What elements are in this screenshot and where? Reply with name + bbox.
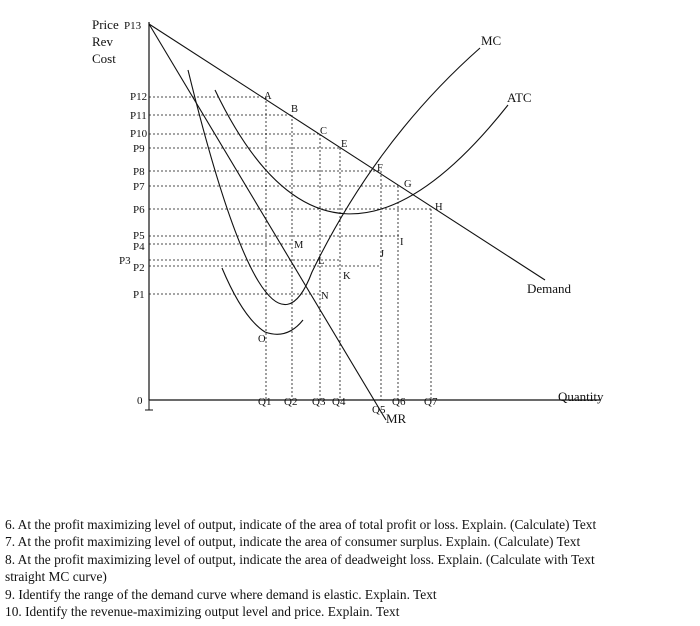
- question-8: 8. At the profit maximizing level of output, indicate the area of deadweight loss. Explain. (Calculate with Text: [5, 551, 595, 567]
- tick-p1: P1: [133, 289, 145, 301]
- question-list: [5, 516, 697, 620]
- tick-p8: P8: [133, 166, 145, 178]
- point-c: C: [320, 126, 328, 137]
- tick-q5: Q5: [372, 404, 386, 416]
- atc-label: ATC: [507, 90, 532, 105]
- point-g: G: [404, 179, 412, 190]
- mr-curve: [149, 24, 386, 420]
- tick-p5: P5: [133, 230, 145, 242]
- point-n: N: [321, 291, 329, 302]
- question-6: 6. At the profit maximizing level of output, indicate of the area of total profit or loss. Explain. (Calculate) Text: [5, 517, 597, 532]
- question-9: 9. Identify the range of the demand curve where demand is elastic. Explain. Text: [5, 586, 437, 602]
- question-10: 10. Identify the revenue-maximizing output level and price. Explain. Text: [5, 604, 400, 620]
- tick-p9: P9: [133, 143, 145, 155]
- tick-p10: P10: [130, 128, 148, 140]
- point-o: O: [258, 334, 266, 345]
- demand-curve: [149, 24, 545, 280]
- demand-label: Demand: [527, 281, 572, 296]
- y-axis-title-price: Price: [92, 17, 119, 32]
- point-f: F: [377, 163, 383, 174]
- point-labels: [258, 91, 443, 345]
- mr-label: MR: [386, 411, 407, 426]
- point-a: A: [264, 91, 272, 102]
- atc-bottom-curve: [222, 268, 303, 334]
- point-h: H: [435, 202, 443, 213]
- tick-q3: Q3: [312, 396, 326, 408]
- y-axis-title-rev: Rev: [92, 34, 113, 49]
- x-axis-title: Quantity: [558, 389, 604, 404]
- point-j: J: [380, 249, 385, 260]
- point-b: B: [291, 104, 299, 115]
- question-8-continuation: straight MC curve): [5, 569, 107, 585]
- tick-q2: Q2: [284, 396, 298, 408]
- tick-q4: Q4: [332, 396, 346, 408]
- tick-p6: P6: [133, 204, 145, 216]
- tick-p4: P4: [133, 241, 145, 253]
- point-e: E: [341, 139, 348, 150]
- question-7: 7. At the profit maximizing level of output, indicate the area of consumer surplus. Explain. (Calculate) Text: [5, 534, 581, 550]
- tick-p7: P7: [133, 181, 145, 193]
- point-l: L: [318, 256, 325, 267]
- mc-label: MC: [481, 33, 502, 48]
- point-k: K: [343, 271, 351, 282]
- tick-q1: Q1: [258, 396, 272, 408]
- quantity-guides: [266, 97, 431, 400]
- tick-q7: Q7: [424, 396, 438, 408]
- tick-q6: Q6: [392, 396, 406, 408]
- point-i: I: [400, 237, 404, 248]
- quantity-tick-labels: [258, 396, 438, 416]
- atc-curve: [215, 90, 508, 214]
- tick-p2: P2: [133, 262, 145, 274]
- tick-p11: P11: [130, 110, 147, 122]
- point-m: M: [294, 240, 304, 251]
- tick-p12: P12: [130, 91, 148, 103]
- price-tick-labels: [119, 20, 148, 301]
- tick-p13: P13: [124, 20, 142, 32]
- origin-label: 0: [137, 395, 143, 407]
- y-axis-title-cost: Cost: [92, 51, 116, 66]
- price-guides: [149, 97, 431, 294]
- tick-p3: P3: [119, 255, 131, 267]
